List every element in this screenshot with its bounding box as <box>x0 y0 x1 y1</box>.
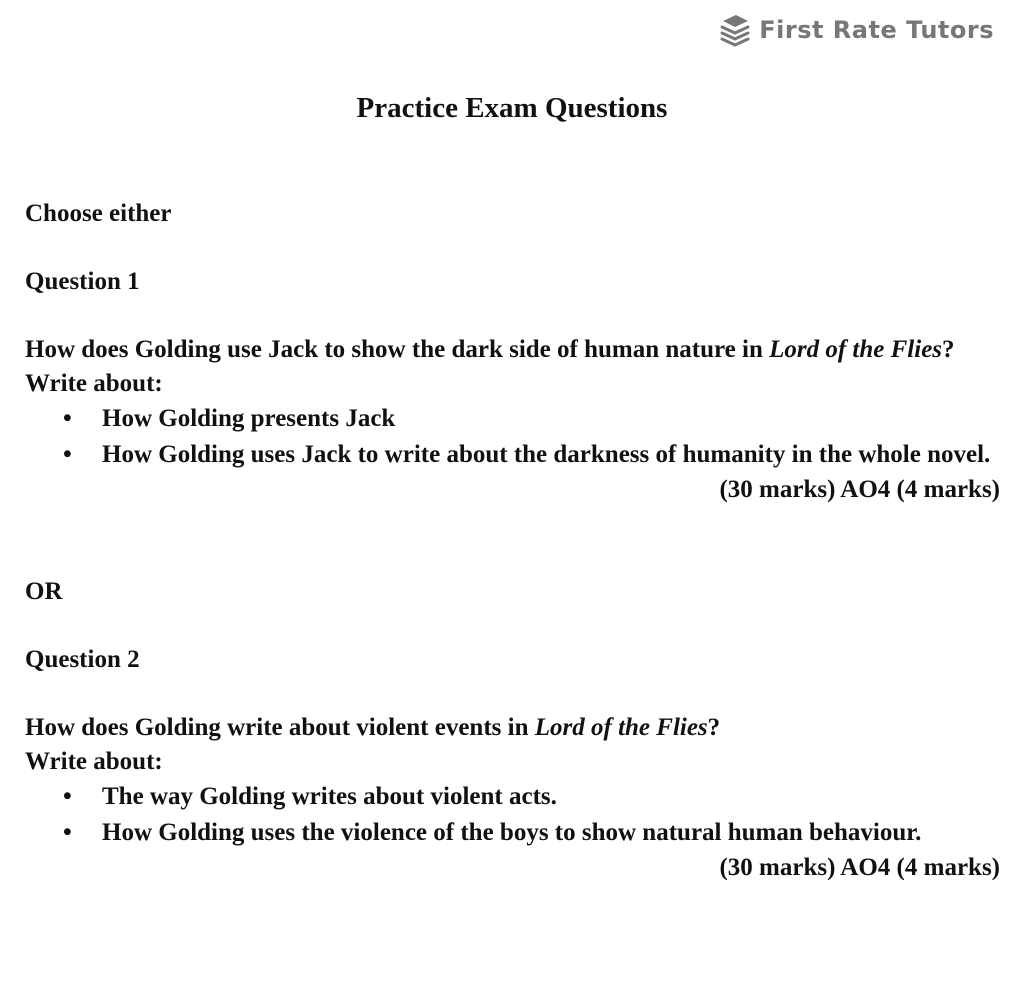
question-2-bullet-list <box>25 779 1000 851</box>
page-title: Practice Exam Questions <box>356 92 668 124</box>
question-1-book-title: Lord of the Flies <box>769 336 943 363</box>
list-item: • How Golding uses the violence of the boys to show natural human behaviour. <box>25 815 1000 851</box>
question-1-write-about: Write about: <box>25 370 163 397</box>
list-item: • The way Golding writes about violent acts. <box>25 779 1000 815</box>
or-separator: OR <box>25 578 63 605</box>
question-2-heading: Question 2 <box>25 646 140 673</box>
question-1-prompt-text: How does Golding use Jack to show the dark side of human nature in <box>25 336 770 363</box>
brand-name: First Rate Tutors <box>759 16 994 44</box>
question-2-prompt <box>25 711 1000 745</box>
question-2-write-about: Write about: <box>25 748 163 775</box>
question-2-book-title: Lord of the Flies <box>534 714 708 741</box>
exam-content <box>25 197 1000 885</box>
question-1-bullet-list <box>25 401 1000 473</box>
question-1-marks: (30 marks) AO4 (4 marks) <box>719 476 1000 503</box>
question-2 <box>25 643 1000 885</box>
question-2-prompt-end: ? <box>707 714 721 741</box>
list-item: • How Golding uses Jack to write about the darkness of humanity in the whole novel. <box>25 437 1000 473</box>
question-1 <box>25 265 1000 507</box>
question-1-prompt-end: ? <box>942 336 955 363</box>
list-item: • How Golding presents Jack <box>25 401 1000 437</box>
intro-text: Choose either <box>25 200 172 227</box>
stacked-books-icon <box>719 12 751 48</box>
question-1-heading: Question 1 <box>25 268 140 295</box>
question-2-marks: (30 marks) AO4 (4 marks) <box>719 854 1000 881</box>
question-2-prompt-text: How does Golding write about violent events in <box>25 714 535 741</box>
brand-logo <box>719 12 994 48</box>
question-1-prompt <box>25 333 1000 367</box>
